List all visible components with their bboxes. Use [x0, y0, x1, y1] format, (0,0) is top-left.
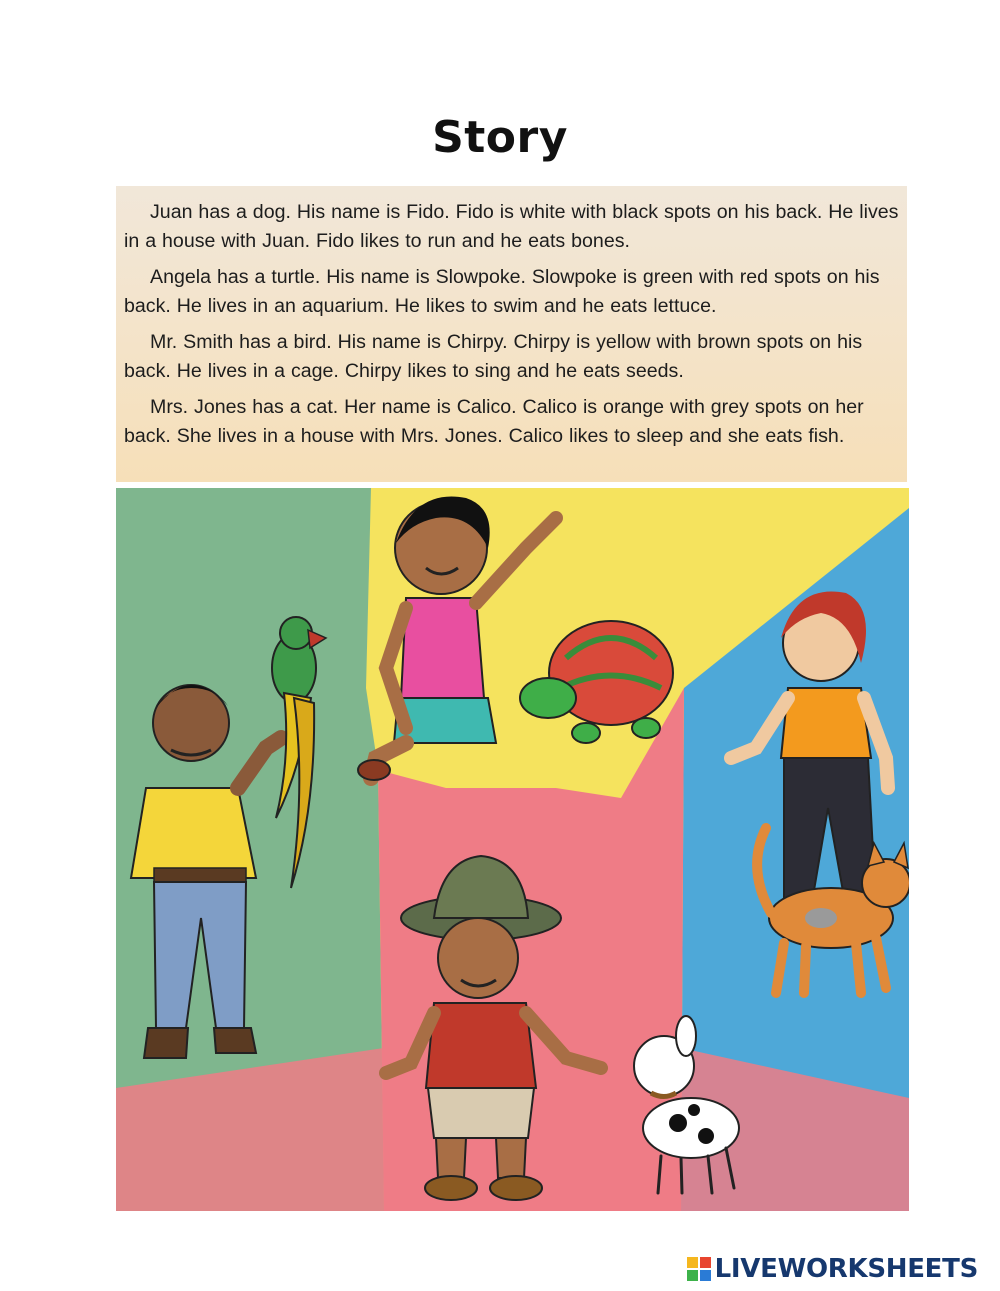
story-paragraph-mrs-jones: Mrs. Jones has a cat. Her name is Calico. Calico is orange with grey spots on her back. She lives in a house with Mrs. Jones. Calico likes to sleep and she eats fish.: [124, 396, 864, 447]
story-paragraph-mr-smith: Mr. Smith has a bird. His name is Chirpy. Chirpy is yellow with brown spots on his back. He lives in a cage. Chirpy likes to sing and he eats seeds.: [124, 331, 863, 382]
story-text-box: [116, 186, 907, 482]
illustration-canvas: [116, 488, 909, 1211]
story-paragraph-angela: Angela has a turtle. His name is Slowpoke. Slowpoke is green with red spots on his back. He lives in an aquarium. He likes to swim and he eats lettuce.: [124, 266, 880, 317]
liveworksheets-logo-text: LIVEWORKSHEETS: [714, 1254, 978, 1284]
story-illustration: [116, 488, 909, 1211]
footer-branding: [687, 1252, 978, 1286]
page-title: Story: [432, 112, 568, 163]
story-paragraph-juan: Juan has a dog. His name is Fido. Fido is white with black spots on his back. He lives in a house with Juan. Fido likes to run and he eats bones.: [124, 201, 899, 252]
liveworksheets-logo-icon: [687, 1257, 711, 1281]
